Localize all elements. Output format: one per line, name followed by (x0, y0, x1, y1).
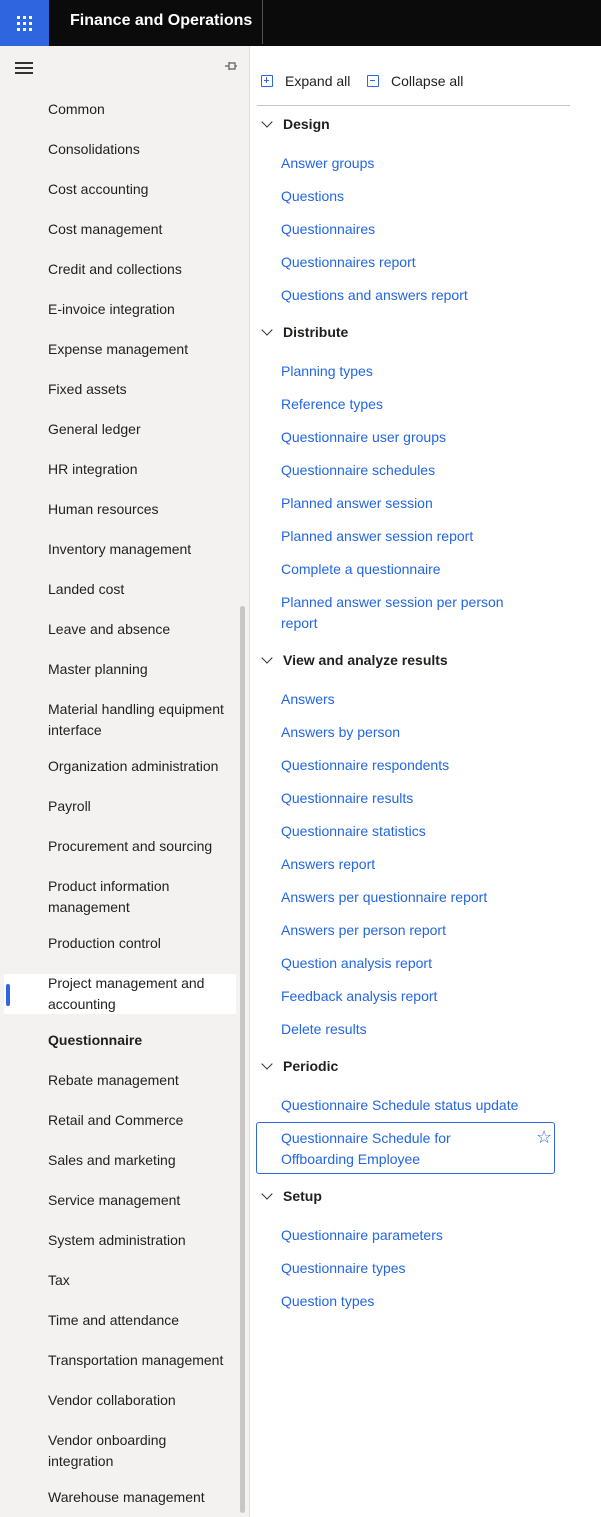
chevron-down-icon (261, 1058, 272, 1069)
link-schedule-offboarding-employee[interactable]: Questionnaire Schedule for Offboarding Employee (281, 1130, 451, 1167)
nav-item-time-attendance[interactable]: Time and attendance (48, 1312, 180, 1328)
nav-item-expense-management[interactable]: Expense management (48, 341, 189, 357)
link-answers-by-person[interactable]: Answers by person (281, 724, 401, 740)
link-questionnaires[interactable]: Questionnaires (281, 221, 376, 237)
collapse-all-button[interactable] (367, 73, 463, 89)
top-bar (0, 0, 601, 46)
collapse-icon (367, 75, 379, 87)
expand-all-label: Expand all (285, 73, 351, 89)
section-distribute-header[interactable] (260, 324, 348, 340)
nav-item-transportation-management[interactable]: Transportation management (48, 1352, 224, 1368)
nav-item-retail-commerce[interactable]: Retail and Commerce (48, 1112, 184, 1128)
link-questions-answers-report[interactable]: Questions and answers report (281, 287, 468, 303)
link-questionnaire-parameters[interactable]: Questionnaire parameters (281, 1227, 443, 1243)
nav-item-master-planning[interactable]: Master planning (48, 661, 148, 677)
nav-item-material-handling[interactable]: Material handling equipment interface (48, 701, 224, 738)
link-question-types[interactable]: Question types (281, 1293, 375, 1309)
nav-item-consolidations[interactable]: Consolidations (48, 141, 140, 157)
nav-item-leave-absence[interactable]: Leave and absence (48, 621, 171, 637)
nav-item-questionnaire[interactable]: Questionnaire (48, 1032, 143, 1048)
section-periodic-header[interactable] (260, 1058, 338, 1074)
nav-item-system-administration[interactable]: System administration (48, 1232, 186, 1248)
nav-item-landed-cost[interactable]: Landed cost (48, 581, 125, 597)
nav-item-warehouse-management[interactable]: Warehouse management (48, 1489, 205, 1505)
nav-item-product-information[interactable]: Product information management (48, 878, 170, 915)
collapse-all-label: Collapse all (391, 73, 464, 89)
nav-item-fixed-assets[interactable]: Fixed assets (48, 381, 127, 397)
section-title: Setup (283, 1188, 322, 1204)
nav-item-hr-integration[interactable]: HR integration (48, 461, 138, 477)
nav-item-organization-administration[interactable]: Organization administration (48, 758, 219, 774)
topbar-divider (262, 0, 263, 44)
nav-scrollbar-thumb[interactable] (240, 606, 245, 1513)
nav-item-production-control[interactable]: Production control (48, 935, 161, 951)
nav-item-cost-accounting[interactable]: Cost accounting (48, 181, 149, 197)
nav-item-human-resources[interactable]: Human resources (48, 501, 159, 517)
nav-item-service-management[interactable]: Service management (48, 1192, 181, 1208)
nav-item-tax[interactable]: Tax (48, 1272, 70, 1288)
link-planning-types[interactable]: Planning types (281, 363, 373, 379)
link-answers-per-person-report[interactable]: Answers per person report (281, 922, 446, 938)
link-schedule-status-update[interactable]: Questionnaire Schedule status update (281, 1097, 519, 1113)
nav-item-rebate-management[interactable]: Rebate management (48, 1072, 179, 1088)
chevron-down-icon (261, 652, 272, 663)
link-feedback-analysis-report[interactable]: Feedback analysis report (281, 988, 438, 1004)
link-answers-report[interactable]: Answers report (281, 856, 376, 872)
link-questions[interactable]: Questions (281, 188, 345, 204)
section-title: Periodic (283, 1058, 339, 1074)
section-title: Design (283, 116, 330, 132)
link-planned-answer-session-report[interactable]: Planned answer session report (281, 528, 474, 544)
section-title: View and analyze results (283, 652, 448, 668)
link-questionnaire-user-groups[interactable]: Questionnaire user groups (281, 429, 446, 445)
hamburger-menu-icon[interactable] (15, 62, 33, 74)
link-questionnaire-results[interactable]: Questionnaire results (281, 790, 414, 806)
star-icon[interactable]: ☆ (536, 1127, 553, 1147)
app-title[interactable]: Finance and Operations (70, 12, 253, 29)
nav-selected-indicator (6, 984, 10, 1006)
link-planned-session-per-person[interactable]: Planned answer session per person report (281, 594, 504, 631)
link-questionnaires-report[interactable]: Questionnaires report (281, 254, 416, 270)
nav-item-vendor-collaboration[interactable]: Vendor collaboration (48, 1392, 176, 1408)
link-answers-per-questionnaire-report[interactable]: Answers per questionnaire report (281, 889, 488, 905)
link-answers[interactable]: Answers (281, 691, 335, 707)
link-questionnaire-statistics[interactable]: Questionnaire statistics (281, 823, 426, 839)
nav-item-credit-collections[interactable]: Credit and collections (48, 261, 182, 277)
link-answer-groups[interactable]: Answer groups (281, 155, 375, 171)
link-reference-types[interactable]: Reference types (281, 396, 383, 412)
chevron-down-icon (261, 1188, 272, 1199)
link-questionnaire-respondents[interactable]: Questionnaire respondents (281, 757, 450, 773)
chevron-down-icon (261, 324, 272, 335)
app-launcher-icon (17, 16, 32, 31)
link-planned-answer-session[interactable]: Planned answer session (281, 495, 433, 511)
nav-item-project-management[interactable]: Project management and accounting (48, 975, 205, 1012)
section-title: Distribute (283, 324, 349, 340)
link-questionnaire-types[interactable]: Questionnaire types (281, 1260, 406, 1276)
nav-item-payroll[interactable]: Payroll (48, 798, 91, 814)
nav-item-cost-management[interactable]: Cost management (48, 221, 163, 237)
nav-item-sales-marketing[interactable]: Sales and marketing (48, 1152, 176, 1168)
section-design-header[interactable] (260, 116, 330, 132)
expand-icon (261, 75, 273, 87)
expand-all-button[interactable] (261, 73, 350, 89)
nav-item-e-invoice-integration[interactable]: E-invoice integration (48, 301, 175, 317)
nav-item-inventory-management[interactable]: Inventory management (48, 541, 192, 557)
chevron-down-icon (261, 116, 272, 127)
nav-item-general-ledger[interactable]: General ledger (48, 421, 141, 437)
toolbar-divider (257, 105, 570, 106)
nav-item-common[interactable]: Common (48, 101, 105, 117)
section-setup-header[interactable] (260, 1188, 322, 1204)
link-delete-results[interactable]: Delete results (281, 1021, 367, 1037)
nav-item-vendor-onboarding[interactable]: Vendor onboarding integration (48, 1432, 167, 1469)
section-view-results-header[interactable] (260, 652, 448, 668)
link-complete-questionnaire[interactable]: Complete a questionnaire (281, 561, 441, 577)
pin-icon[interactable] (224, 59, 240, 73)
link-questionnaire-schedules[interactable]: Questionnaire schedules (281, 462, 436, 478)
app-launcher-button[interactable] (0, 0, 49, 46)
link-question-analysis-report[interactable]: Question analysis report (281, 955, 432, 971)
nav-item-procurement-sourcing[interactable]: Procurement and sourcing (48, 838, 213, 854)
